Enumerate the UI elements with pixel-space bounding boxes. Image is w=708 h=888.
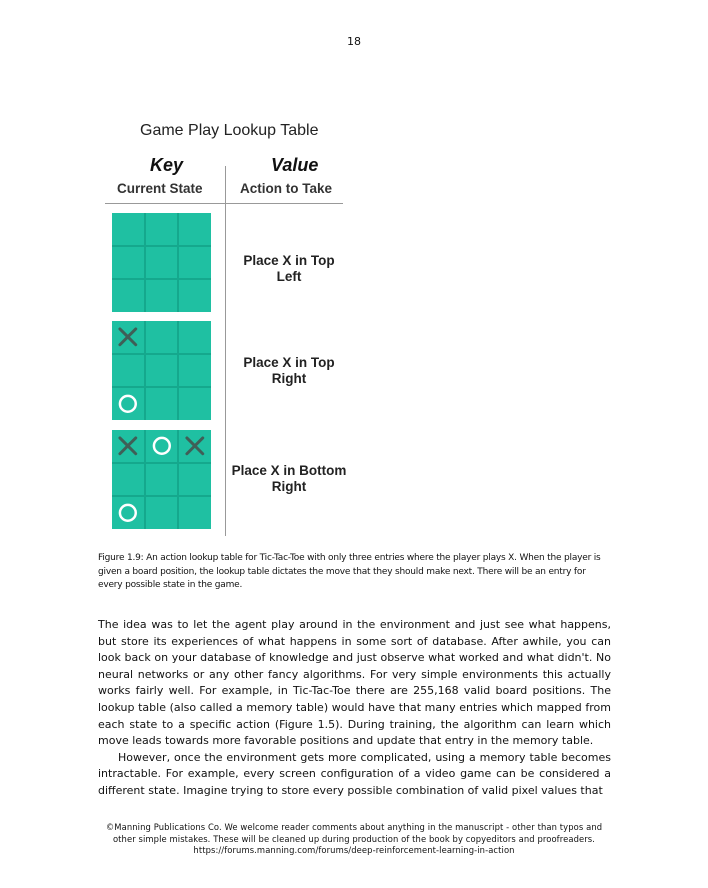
cell-empty bbox=[146, 355, 178, 387]
footer-line: ©Manning Publications Co. We welcome reader comments about anything in the manuscript - other than typos and bbox=[105, 822, 603, 832]
cell-empty bbox=[146, 280, 178, 312]
footer-line: other simple mistakes. These will be cleaned up during production of the book by copyeditors and proofreaders. bbox=[112, 833, 596, 844]
cell-empty bbox=[179, 388, 211, 420]
cell-empty bbox=[146, 247, 178, 279]
figure-caption: Figure 1.9: An action lookup table for Tic-Tac-Toe with only three entries where the player plays X. When the player is given a board position, the lookup table dictates the move that they should make next. There will be an entry for every possible state in the game. bbox=[98, 553, 601, 590]
cell-empty bbox=[112, 247, 144, 279]
paragraph: The idea was to let the agent play around in the environment and just see what happens, but store its experiences of what happens in some sort of database. After awhile, you can look back on your database of knowledge and just observe what worked and what didn't. No neural networks or any other fancy algorithms. For very simple environments this actually works fairly well. For example, in Tic-Tac-Toe there are 255,168 valid board positions. The lookup table (also called a memory table) would have that many entries which mapped from each state to a specific action (Figure 1.5). During training, the algorithm can learn which move leads towards more favorable positions and update that entry in the memory table. bbox=[98, 618, 611, 748]
table-column-divider bbox=[225, 166, 226, 536]
x-mark-icon bbox=[112, 430, 144, 462]
cell-empty bbox=[146, 497, 178, 529]
footer-url: https://forums.manning.com/forums/deep-reinforcement-learning-in-action bbox=[193, 845, 515, 855]
cell-empty bbox=[112, 464, 144, 496]
cell-empty bbox=[112, 280, 144, 312]
cell-empty bbox=[179, 280, 211, 312]
cell-empty bbox=[179, 247, 211, 279]
cell-empty bbox=[146, 388, 178, 420]
cell-empty bbox=[112, 355, 144, 387]
cell-empty bbox=[146, 213, 178, 245]
cell-empty bbox=[146, 321, 178, 353]
figure-title: Game Play Lookup Table bbox=[140, 122, 319, 139]
o-mark-icon bbox=[112, 497, 144, 529]
table-header-divider bbox=[105, 203, 343, 204]
x-mark-icon bbox=[112, 321, 144, 353]
cell-x bbox=[179, 430, 211, 462]
board-state-empty bbox=[112, 213, 211, 312]
cell-empty bbox=[179, 213, 211, 245]
board-state-four-moves bbox=[112, 430, 211, 529]
action-label: Place X in Top Right bbox=[243, 355, 335, 386]
o-mark-icon bbox=[146, 430, 178, 462]
cell-o bbox=[112, 497, 144, 529]
value-subheader: Action to Take bbox=[240, 181, 333, 196]
paragraph: However, once the environment gets more complicated, using a memory table becomes intractable. For example, every screen configuration of a video game can be considered a different state. Imagine trying to store every possible combination of valid pixel values that bbox=[98, 750, 611, 797]
cell-empty bbox=[112, 213, 144, 245]
page-number: 18 bbox=[347, 35, 361, 48]
key-subheader: Current State bbox=[117, 181, 203, 196]
value-header: Value bbox=[271, 155, 319, 175]
cell-empty bbox=[179, 355, 211, 387]
x-mark-icon bbox=[179, 430, 211, 462]
action-label: Place X in Bottom Right bbox=[231, 463, 347, 494]
cell-o bbox=[146, 430, 178, 462]
cell-empty bbox=[146, 464, 178, 496]
board-state-two-moves bbox=[112, 321, 211, 420]
o-mark-icon bbox=[112, 388, 144, 420]
cell-empty bbox=[179, 464, 211, 496]
action-label: Place X in Top Left bbox=[243, 253, 335, 284]
lookup-table-figure bbox=[100, 118, 360, 538]
cell-x bbox=[112, 430, 144, 462]
copyright-footer bbox=[90, 822, 618, 857]
cell-empty bbox=[179, 321, 211, 353]
cell-x bbox=[112, 321, 144, 353]
key-header: Key bbox=[150, 155, 184, 175]
cell-o bbox=[112, 388, 144, 420]
body-text bbox=[98, 617, 611, 800]
cell-empty bbox=[179, 497, 211, 529]
